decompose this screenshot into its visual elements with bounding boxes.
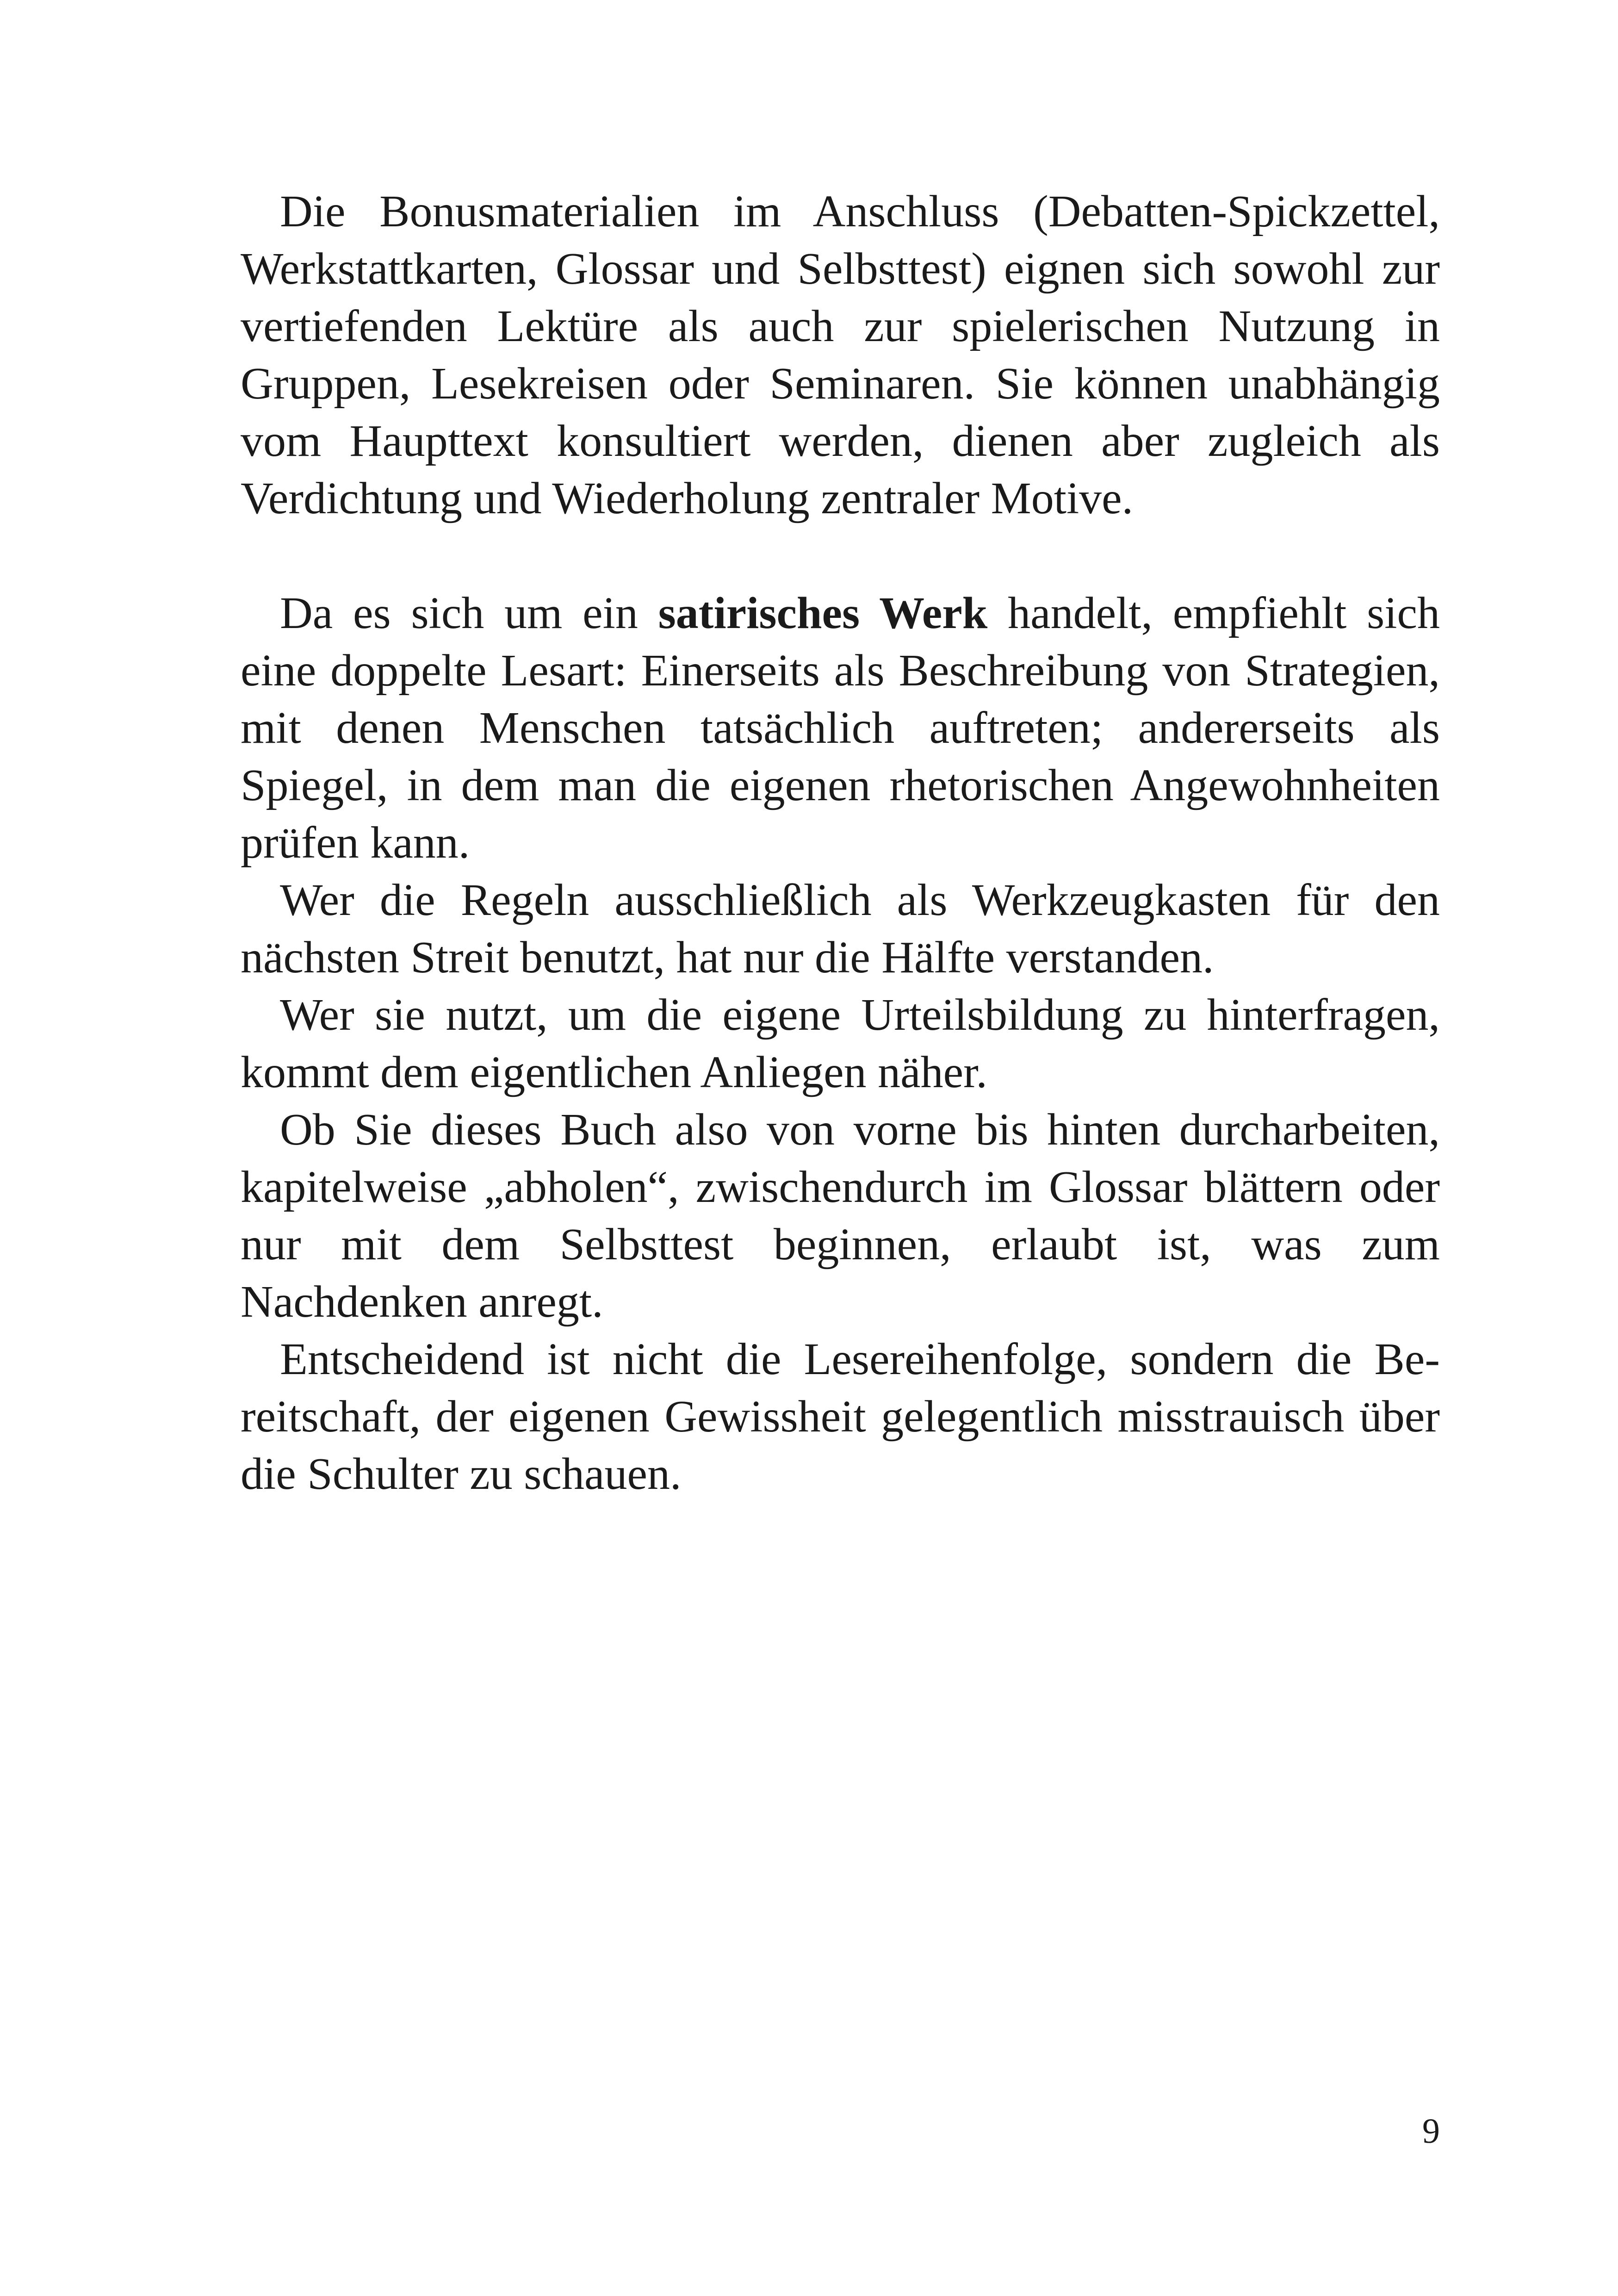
paragraph-reading-order: Ob Sie dieses Buch also von vorne bis hinten durcharbeiten, kapitelweise „abholen“, zwischendurch im Glossar blättern oder nur mit dem Selbsttest beginnen, erlaubt ist, was zum Nachdenken anregt. <box>241 1105 1440 1327</box>
page-number: 9 <box>1422 2112 1440 2151</box>
emphasis-satirical-work: satirisches Werk <box>658 588 988 638</box>
paragraph-decisive: Entscheidend ist nicht die Lesereihenfolge, sondern die Bereitschaft, der eigenen Gewissheit gelegentlich misstrauisch über die Schulter zu schauen. <box>241 1334 1440 1499</box>
paragraph-judgement: Wer sie nutzt, um die eigene Urteilsbildung zu hinterfragen, kommt dem eigentlichen Anliegen näher. <box>241 990 1440 1097</box>
paragraph-toolbox: Wer die Regeln ausschließlich als Werkzeugkasten für den nächsten Streit benutzt, hat nur die Hälfte verstanden. <box>241 875 1440 983</box>
paragraph-satirical-work-lead: Da es sich um ein <box>280 588 658 638</box>
paragraph-bonus-materials: Die Bonusmaterialien im Anschluss (Debatten-Spickzettel, Werkstattkarten, Glossar und Selbsttest) eignen sich sowohl zur vertiefenden Lektüre als auch zur spielerischen Nutzung in Gruppen, Lesekreisen oder Seminaren. Sie können unabhängig vom Haupttext konsultiert werden, dienen aber zugleich als Verdichtung und Wiederholung zentraler Motive. <box>241 187 1440 523</box>
paragraph-satirical-work <box>241 585 1440 871</box>
paragraph-satirical-work-rest: handelt, empfiehlt sich eine doppelte Lesart: Einerseits als Beschreibung von Strategien, mit denen Menschen tatsächlich auftreten; andererseits als Spiegel, in dem man die eigenen rhetorischen Angewohnheiten prüfen kann. <box>241 588 1440 868</box>
body-text <box>241 183 1440 1503</box>
